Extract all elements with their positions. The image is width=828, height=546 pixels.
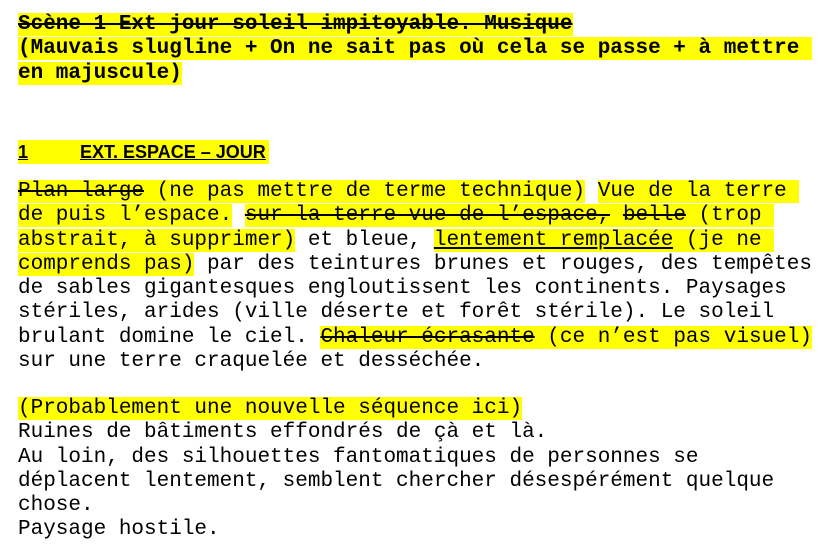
struck-slugline: Scène 1 Ext jour soleil impitoyable. Musique — [18, 13, 573, 36]
scene-number: 1 — [18, 142, 29, 162]
review-comment: (Probablement une nouvelle séquence ici) — [18, 397, 523, 420]
review-comment: (Mauvais slugline + On ne sait pas où cela se passe + à mettre en majuscule) — [18, 37, 812, 85]
struck-text: belle — [622, 204, 686, 228]
space — [610, 204, 623, 227]
space — [585, 180, 598, 203]
struck-text: Chaleur écrasante — [320, 325, 535, 349]
scene-description — [18, 180, 825, 374]
review-comment: (ne pas mettre de terme technique) — [144, 180, 586, 203]
review-comment: (trop abstrait, à supprimer) — [18, 204, 775, 252]
review-comment: (je ne comprends pas) — [18, 228, 775, 276]
scene-heading — [18, 140, 269, 164]
body-text: Au loin, des silhouettes fantomatiques de personnes se déplacent lentement, semblent chercher désespérément quelque chose. — [18, 445, 787, 518]
slugline-note — [18, 13, 818, 86]
space — [232, 204, 245, 227]
struck-text: Plan large — [18, 180, 145, 203]
review-comment: (ce n’est pas visuel) — [534, 325, 812, 349]
scene-description-2 — [18, 397, 818, 543]
underlined-text: lentement remplacée — [433, 228, 674, 252]
body-text: par des teintures brunes et rouges, des tempêtes de sables gigantesques engloutissent les continents. Paysages stériles, arides (ville déserte et forêt stérile). Le soleil brulant domine le ciel. — [18, 252, 825, 349]
body-text: Paysage hostile. — [18, 518, 220, 542]
body-text: et bleue, — [295, 228, 434, 252]
scene-title: EXT. ESPACE – JOUR — [80, 142, 266, 162]
body-text: sur une terre craquelée et desséchée. — [18, 325, 825, 374]
body-text: Ruines de bâtiments effondrés de çà et là. — [18, 421, 548, 445]
struck-text: sur la terre vue de l’espace, — [244, 204, 611, 228]
highlighted-text: Vue de la terre de puis l’espace. — [18, 180, 800, 228]
